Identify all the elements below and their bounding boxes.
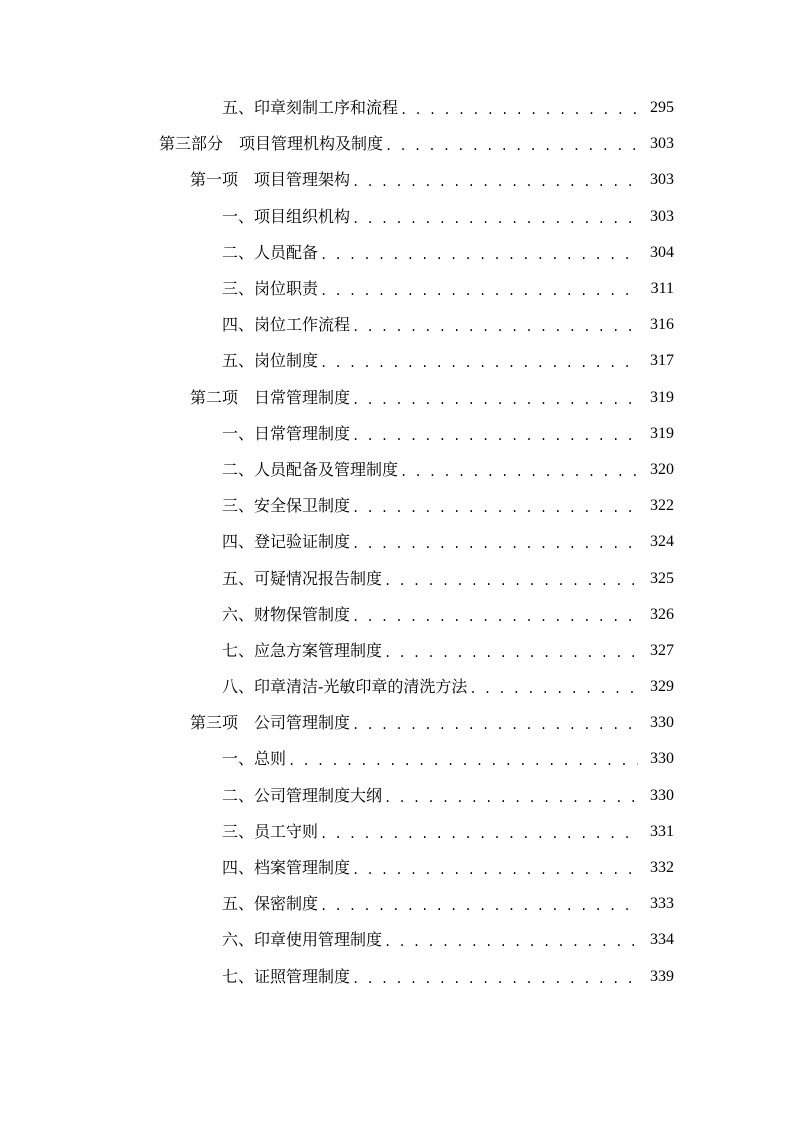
toc-entry[interactable] [0, 778, 793, 814]
toc-entry[interactable] [0, 343, 793, 379]
toc-entry-title: 五、保密制度 [222, 894, 319, 914]
toc-dot-leader [352, 607, 638, 627]
toc-dot-leader [400, 462, 638, 482]
toc-dot-leader [320, 245, 638, 265]
toc-dot-leader [352, 317, 638, 337]
toc-dot-leader [352, 426, 638, 446]
toc-entry[interactable] [0, 90, 793, 126]
toc-entry[interactable] [0, 452, 793, 488]
toc-entry-title: 五、岗位制度 [222, 351, 319, 371]
toc-page-number: 304 [650, 243, 674, 261]
toc-page-number: 317 [650, 352, 674, 370]
toc-entry[interactable] [0, 307, 793, 343]
toc-page-number: 339 [650, 967, 674, 985]
toc-page-number: 333 [650, 895, 674, 913]
toc-entry-title: 二、人员配备及管理制度 [222, 459, 399, 479]
toc-entry[interactable] [0, 850, 793, 886]
toc-entry-title: 第三部分 项目管理机构及制度 [159, 134, 384, 154]
toc-dot-leader [469, 679, 638, 699]
toc-entry-title: 六、财物保管制度 [222, 604, 351, 624]
toc-entry[interactable] [0, 814, 793, 850]
toc-dot-leader [320, 896, 638, 916]
toc-entry-title: 五、可疑情况报告制度 [222, 568, 383, 588]
toc-entry[interactable] [0, 524, 793, 560]
toc-page-number: 325 [650, 569, 674, 587]
toc-page-number: 330 [650, 750, 674, 768]
toc-entry[interactable] [0, 597, 793, 633]
toc-entry-title: 三、员工守则 [222, 821, 319, 841]
toc-dot-leader [320, 824, 638, 844]
toc-entry-title: 第二项 日常管理制度 [190, 387, 351, 407]
toc-dot-leader [352, 390, 638, 410]
toc-entry-title: 二、人员配备 [222, 242, 319, 262]
toc-page-number: 330 [650, 786, 674, 804]
toc-page-number: 324 [650, 533, 674, 551]
toc-page-number: 311 [650, 280, 674, 298]
toc-dot-leader [384, 788, 638, 808]
toc-entry[interactable] [0, 705, 793, 741]
toc-dot-leader [352, 969, 638, 989]
toc-dot-leader [384, 932, 638, 952]
toc-entry[interactable] [0, 959, 793, 995]
toc-page-number: 316 [650, 316, 674, 334]
toc-page-number: 319 [650, 388, 674, 406]
toc-page-number: 295 [650, 99, 674, 117]
toc-dot-leader [384, 571, 638, 591]
toc-page-number: 303 [650, 207, 674, 225]
toc-page-number: 303 [650, 135, 674, 153]
toc-entry-title: 四、档案管理制度 [222, 858, 351, 878]
toc-page-number: 329 [650, 678, 674, 696]
toc-entry-title: 一、总则 [222, 749, 287, 769]
toc-dot-leader [400, 100, 638, 120]
toc-entry[interactable] [0, 488, 793, 524]
toc-entry-title: 七、应急方案管理制度 [222, 640, 383, 660]
toc-dot-leader [352, 172, 638, 192]
toc-page-number: 319 [650, 424, 674, 442]
toc-entry-title: 四、岗位工作流程 [222, 315, 351, 335]
toc-dot-leader [385, 136, 638, 156]
toc-entry[interactable] [0, 235, 793, 271]
toc-entry[interactable] [0, 886, 793, 922]
toc-entry-title: 第一项 项目管理架构 [190, 170, 351, 190]
toc-page-number: 334 [650, 931, 674, 949]
toc-entry[interactable] [0, 162, 793, 198]
toc-dot-leader [352, 209, 638, 229]
toc-dot-leader [384, 643, 638, 663]
toc-page-number: 303 [650, 171, 674, 189]
toc-entry-title: 一、日常管理制度 [222, 423, 351, 443]
toc-entry-title: 八、印章清洁-光敏印章的清洗方法 [222, 677, 468, 697]
toc-page-number: 327 [650, 641, 674, 659]
toc-entry[interactable] [0, 633, 793, 669]
toc-entry[interactable] [0, 199, 793, 235]
toc-entry[interactable] [0, 560, 793, 596]
toc-dot-leader [352, 534, 638, 554]
toc-entry-title: 六、印章使用管理制度 [222, 930, 383, 950]
toc-entry[interactable] [0, 922, 793, 958]
toc-page-number: 332 [650, 859, 674, 877]
toc-entry-title: 七、证照管理制度 [222, 966, 351, 986]
toc-entry[interactable] [0, 741, 793, 777]
toc-page-number: 326 [650, 605, 674, 623]
toc-entry-title: 五、印章刻制工序和流程 [222, 98, 399, 118]
toc-entry-title: 一、项目组织机构 [222, 206, 351, 226]
toc-entry-title: 三、安全保卫制度 [222, 496, 351, 516]
toc-entry[interactable] [0, 669, 793, 705]
toc-dot-leader [320, 353, 638, 373]
toc-entry[interactable] [0, 271, 793, 307]
toc-entry[interactable] [0, 126, 793, 162]
toc-page-number: 320 [650, 460, 674, 478]
toc-entry-title: 第三项 公司管理制度 [190, 713, 351, 733]
toc-page-number: 331 [650, 822, 674, 840]
toc-dot-leader [352, 715, 638, 735]
toc-dot-leader [352, 498, 638, 518]
toc-entry-title: 四、登记验证制度 [222, 532, 351, 552]
toc-entry[interactable] [0, 416, 793, 452]
toc-dot-leader [352, 860, 638, 880]
table-of-contents [0, 90, 793, 995]
toc-entry-title: 三、岗位职责 [222, 279, 319, 299]
toc-page-number: 322 [650, 497, 674, 515]
toc-entry[interactable] [0, 380, 793, 416]
toc-entry-title: 二、公司管理制度大纲 [222, 785, 383, 805]
toc-page-number: 330 [650, 714, 674, 732]
toc-dot-leader [288, 751, 638, 771]
toc-dot-leader [320, 281, 638, 301]
